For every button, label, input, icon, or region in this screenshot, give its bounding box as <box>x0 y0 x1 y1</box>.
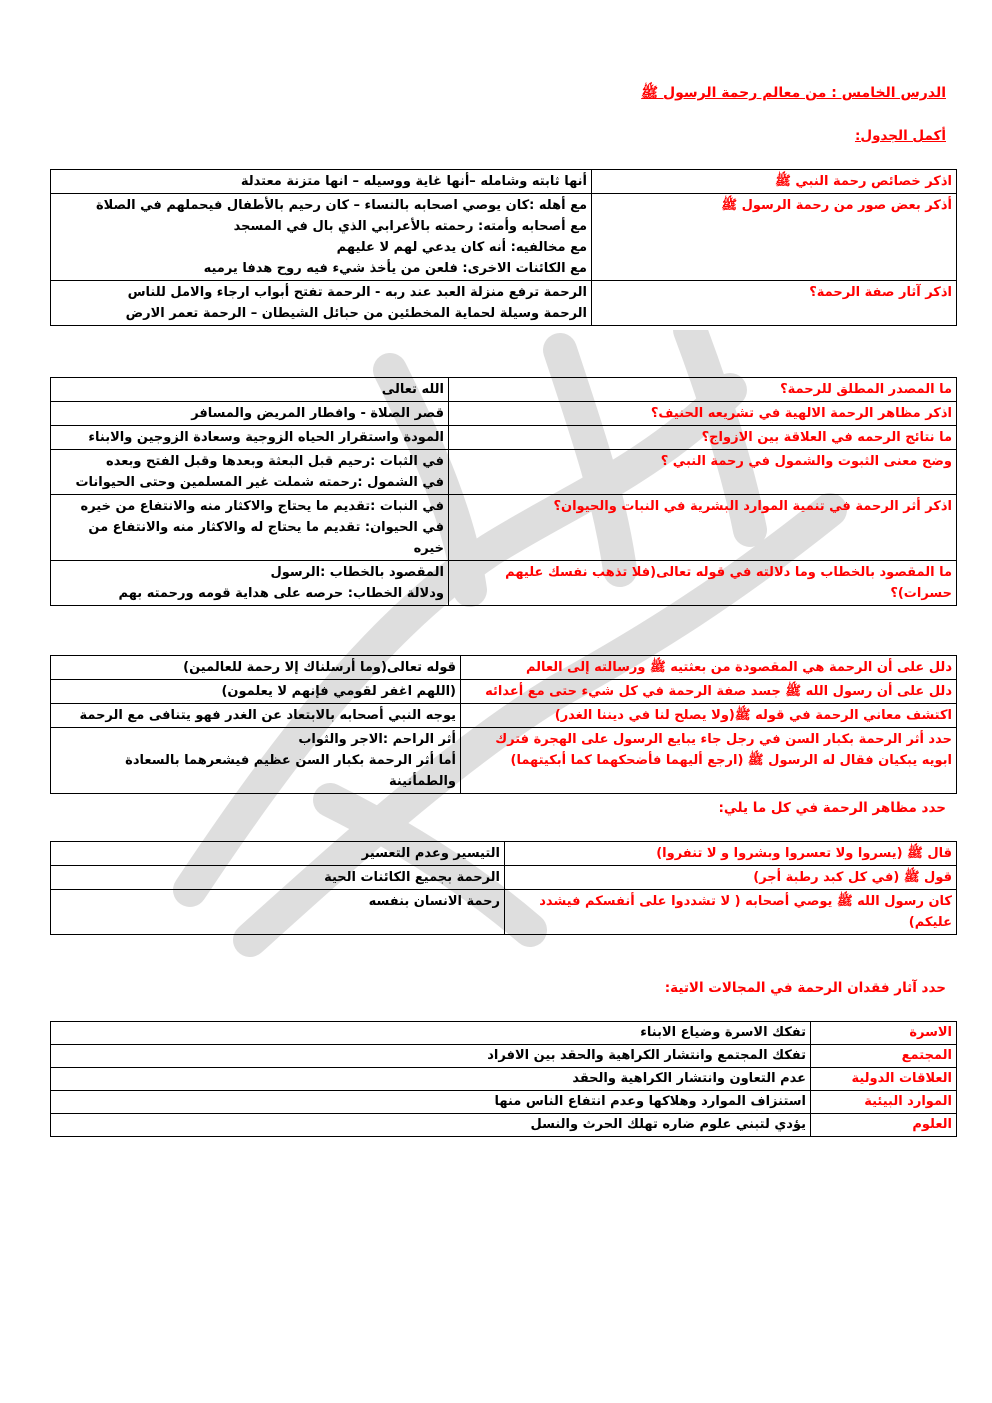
table-row <box>51 402 957 426</box>
lesson-title: الدرس الخامس : من معالم رحمة الرسول ﷺ <box>641 85 946 101</box>
question-cell <box>505 842 957 866</box>
effect-cell: يؤدي لتبني علوم ضاره تهلك الحرث والنسل <box>51 1114 811 1137</box>
answer-line: الرحمة وسيلة لحماية المخطئين من حبائل الشيطان – الرحمة تعمر الارض <box>125 306 587 321</box>
table-row <box>51 890 957 935</box>
question-cell <box>461 656 957 680</box>
question-cell <box>449 402 957 426</box>
answer-line: في الشمول :رحمته شملت غير المسلمين وحتى الحيوانات <box>75 475 444 490</box>
table-row <box>51 680 957 704</box>
table-row <box>51 1114 957 1137</box>
instruction-effects-of-loss: حدد آثار فقدان الرحمة في المجالات الاتية: <box>664 980 946 996</box>
table-row <box>51 1022 957 1045</box>
question-line: دلل على أن الرحمة هي المقصودة من بعثتيه ﷺ ورسالته إلى العالم <box>525 660 952 675</box>
field-cell: الاسرة <box>811 1022 957 1045</box>
question-line: قال ﷺ (يسروا ولا تعسروا وبشروا و لا تنفروا) <box>656 846 952 861</box>
question-cell <box>449 450 957 495</box>
question-line: ما المقصود بالخطاب وما دلالته في قوله تعالى(فلا تذهب نفسك عليهم <box>505 565 952 580</box>
field-cell: الموارد البيئية <box>811 1091 957 1114</box>
answer-cell <box>51 890 505 935</box>
answer-line: يوجه النبي أصحابه بالابتعاد عن الغدر فهو يتنافى مع الرحمة <box>79 708 456 723</box>
question-cell <box>449 561 957 606</box>
question-cell <box>461 680 957 704</box>
answer-line: في الحيوان: تقديم ما يحتاج له والاكثار منه والانتفاع من <box>88 520 444 535</box>
table-row <box>51 1068 957 1091</box>
answer-line: مع مخالفيه: أنه كان يدعي لهم لا عليهم <box>336 240 587 255</box>
question-cell <box>449 426 957 450</box>
answer-line: مع الكائنات الاخرى: فلعن من يأخذ شيء فيه روح هدفا يرميه <box>203 261 587 276</box>
question-line: ما المصدر المطلق للرحمة؟ <box>780 382 952 397</box>
table-row <box>51 866 957 890</box>
question-cell <box>449 495 957 561</box>
question-line: ابويه يبكيان فقال له الرسول ﷺ (ارجع أليهما فأضحكهما كما أبكيتهما) <box>510 753 952 768</box>
answer-line: قوله تعالى(وما أرسلناك إلا رحمة للعالمين) <box>183 660 456 675</box>
table-row <box>51 656 957 680</box>
answer-line: المقصود بالخطاب :الرسول <box>270 565 444 580</box>
question-line: ما نتائج الرحمه في العلاقة بين الازواج؟ <box>701 430 952 445</box>
question-line: حسرات)؟ <box>890 586 952 601</box>
question-cell: أذكر بعض صور من رحمة الرسول ﷺ <box>592 194 957 281</box>
answer-line: التيسير وعدم التعسير <box>361 846 500 861</box>
question-cell: اذكر خصائص رحمة النبي ﷺ <box>592 170 957 194</box>
question-cell <box>505 890 957 935</box>
answer-cell <box>51 426 449 450</box>
question-line: اذكر أثر الرحمة في تنمية الموارد البشرية في النبات والحيوان؟ <box>553 499 952 514</box>
effect-cell: عدم التعاون وانتشار الكراهية والحقد <box>51 1068 811 1091</box>
answer-line: الله تعالى <box>381 382 444 397</box>
answer-cell <box>51 194 592 281</box>
field-cell: المجتمع <box>811 1045 957 1068</box>
answer-cell <box>51 561 449 606</box>
answer-cell <box>51 450 449 495</box>
table-row <box>51 426 957 450</box>
answer-cell <box>51 656 461 680</box>
question-cell <box>461 728 957 794</box>
answer-line: مع أهله :كان يوصي اصحابه بالنساء – كان رحيم بالأطفال فيحملهم في الصلاة <box>95 198 587 213</box>
answer-line: الرحمة بجميع الكائنات الحية <box>324 870 500 885</box>
answer-line: الرحمة ترفع منزلة العبد عند ربه - الرحمة تفتح أبواب ارجاء والامل للناس <box>127 285 587 300</box>
answer-cell <box>51 728 461 794</box>
table-row <box>51 704 957 728</box>
answer-line: والطمأنينة <box>388 774 456 789</box>
answer-line: قصر الصلاة - وافطار المريض والمسافر <box>191 406 444 421</box>
question-line: اذكر مظاهر الرحمة الالهية في تشريعه الحنيف؟ <box>650 406 952 421</box>
answer-cell <box>51 866 505 890</box>
field-cell: العلوم <box>811 1114 957 1137</box>
answer-line: أما أثر الرحمة بكبار السن عظيم فيشعرهما بالسعادة <box>125 753 456 768</box>
table-row <box>51 842 957 866</box>
answer-line: خيره <box>413 541 444 556</box>
question-cell <box>461 704 957 728</box>
instruction-complete-table: أكمل الجدول: <box>854 128 946 144</box>
answer-line: رحمة الانسان بنفسه <box>368 894 500 909</box>
instruction-identify-aspects: حدد مظاهر الرحمة في كل ما يلي: <box>718 800 946 816</box>
answer-cell <box>51 378 449 402</box>
answer-cell <box>51 680 461 704</box>
field-cell: العلاقات الدولية <box>811 1068 957 1091</box>
answer-cell <box>51 170 592 194</box>
answer-line: أنها ثابته وشامله –أنها غاية ووسيله – انها متزنة معتدلة <box>240 174 587 189</box>
aspects-table <box>50 841 957 935</box>
evidence-table <box>50 655 957 794</box>
question-cell <box>505 866 957 890</box>
question-line: اكتشف معاني الرحمة في قوله ﷺ(ولا يصلح لنا في ديننا الغدر) <box>554 708 952 723</box>
table-row <box>51 728 957 794</box>
answer-cell <box>51 704 461 728</box>
question-line: كان رسول الله ﷺ يوصي أصحابه ( لا تشددوا على أنفسكم فيشدد <box>539 894 952 909</box>
question-line: حدد أثر الرحمة بكبار السن في رجل جاء يبايع الرسول على الهجرة فترك <box>495 732 952 747</box>
answer-line: أثر الراحم :الاجر والثواب <box>298 732 456 747</box>
answer-cell <box>51 495 449 561</box>
answer-line: في الثبات :رحيم قبل البعثة وبعدها وقبل الفتح وبعده <box>106 454 444 469</box>
table-row <box>51 450 957 495</box>
answer-line: مع أصحابه وأمته: رحمته بالأعرابي الذي بال في المسجد <box>233 219 587 234</box>
effect-cell: تفكك المجتمع وانتشار الكراهية والحقد بين الافراد <box>51 1045 811 1068</box>
answer-cell <box>51 281 592 326</box>
answer-cell <box>51 842 505 866</box>
question-line: دلل على أن رسول الله ﷺ جسد صفة الرحمة في كل شيء حتى مع أعدائه <box>485 684 952 699</box>
table-row <box>51 1091 957 1114</box>
question-line: وضح معنى الثبوت والشمول في رحمة النبي ؟ <box>660 454 952 469</box>
table-row <box>51 1045 957 1068</box>
characteristics-table <box>50 169 957 326</box>
answer-line: في النبات :تقديم ما يحتاج والاكثار منه والانتفاع من خيره <box>80 499 444 514</box>
question-line: قول ﷺ (في كل كبد رطبة أجر) <box>753 870 952 885</box>
mercy-questions-table <box>50 377 957 606</box>
table-row <box>51 495 957 561</box>
question-line: عليكم) <box>908 915 952 930</box>
table-row <box>51 281 957 326</box>
answer-line: المودة واستقرار الحياه الزوجية وسعادة الزوجين والابناء <box>88 430 444 445</box>
answer-line: (اللهم اغفر لقومي فإنهم لا يعلمون) <box>221 684 456 699</box>
table-row <box>51 561 957 606</box>
table-row <box>51 170 957 194</box>
table-row <box>51 378 957 402</box>
table-row <box>51 194 957 281</box>
answer-line: ودلالة الخطاب: حرصه على هداية قومه ورحمته بهم <box>118 586 444 601</box>
question-cell <box>449 378 957 402</box>
effect-cell: تفكك الاسرة وضياع الابناء <box>51 1022 811 1045</box>
effect-cell: استنزاف الموارد وهلاكها وعدم انتفاع الناس منها <box>51 1091 811 1114</box>
answer-cell <box>51 402 449 426</box>
loss-effects-table <box>50 1021 957 1137</box>
question-cell: اذكر آثار صفة الرحمة؟ <box>592 281 957 326</box>
